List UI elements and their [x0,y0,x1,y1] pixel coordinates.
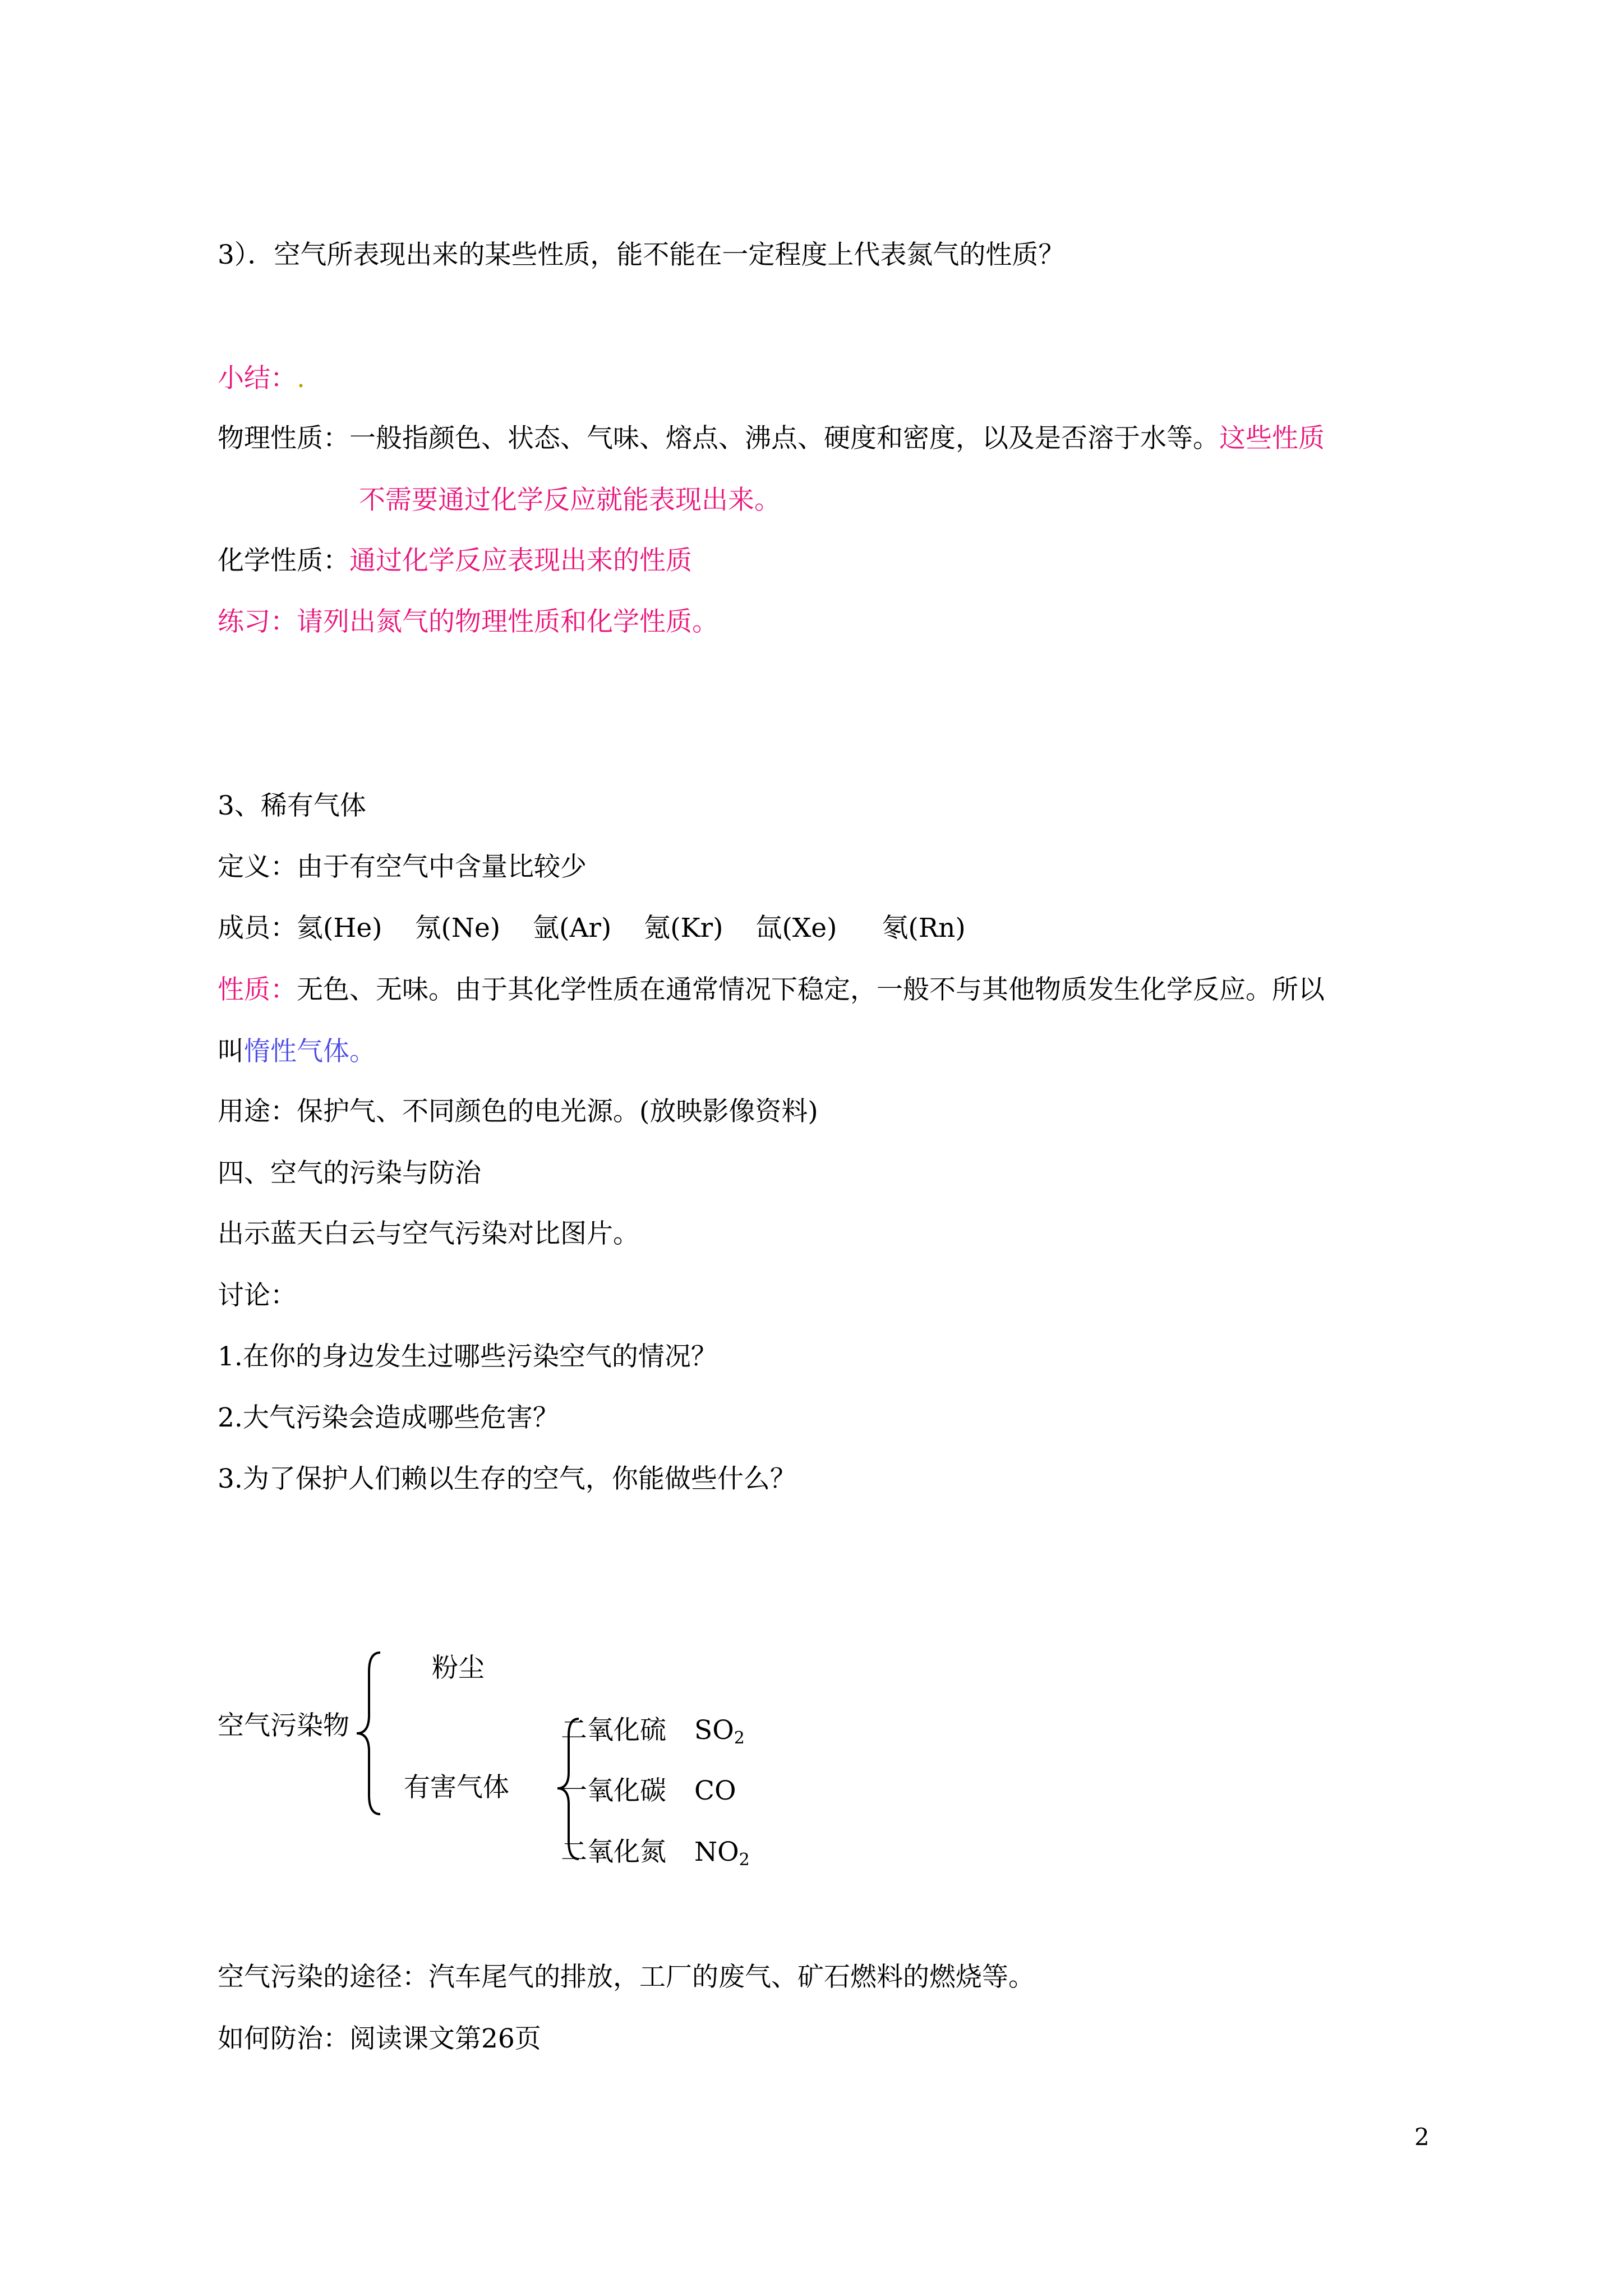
so2-prefix: 二 [561,1715,587,1746]
no2-subscript: 2 [739,1850,750,1870]
rare-gas-property-cont [218,1035,376,1069]
property-text: 无色、无味。由于其化学性质在通常情况下稳定，一般不与其他物质发生化学反应。所以 [297,974,1325,1005]
rare-gas-property [218,973,1325,1007]
physical-text: 一般指颜色、状态、气味、熔点、沸点、硬度和密度，以及是否溶于水等。 [349,423,1219,454]
member-he: 氦(He) [297,913,382,944]
summary-dot: . [297,363,305,394]
co-item [561,1774,736,1808]
no2-item [561,1835,750,1877]
member-rn: 氡(Rn) [882,913,966,944]
rare-gas-definition: 定义：由于有空气中含量比较少 [218,852,587,882]
member-xe: 氙(Xe) [755,913,837,944]
property-label: 性质： [218,974,297,1005]
co-prefix: 一 [561,1775,587,1806]
summary-label: 小结： [218,363,297,394]
physical-property [218,422,1325,455]
left-brace [353,1649,387,1818]
chemical-label: 化学性质： [218,545,349,576]
page-number: 2 [1414,2123,1430,2151]
no2-prefix: 二 [561,1837,587,1867]
physical-label: 物理性质： [218,423,349,454]
property-text-2: 叫 [218,1036,244,1067]
prevention: 如何防治：阅读课文第26页 [218,2023,541,2054]
discussion-question-3: 3.为了保护人们赖以生存的空气，你能做些什么？ [218,1464,796,1494]
inert-gas: 惰性气体。 [244,1036,376,1067]
no2-name: 氧化氮 [587,1837,666,1867]
physical-red-2: 不需要通过化学反应就能表现出来。 [359,485,781,516]
so2-subscript: 2 [734,1728,745,1748]
summary-heading [218,362,305,395]
pollution-heading: 四、空气的污染与防治 [218,1158,481,1189]
exercise: 练习：请列出氮气的物理性质和化学性质。 [218,606,718,637]
no2-formula: NO [694,1837,739,1867]
co-formula: CO [694,1775,736,1806]
question-3: 3）．空气所表现出来的某些性质，能不能在一定程度上代表氮气的性质？ [218,240,1065,270]
member-kr: 氪(Kr) [644,913,723,944]
rare-gas-heading: 3、稀有气体 [218,790,366,821]
member-ar: 氩(Ar) [533,913,612,944]
discussion-question-2: 2.大气污染会造成哪些危害？ [218,1402,559,1433]
pollution-show: 出示蓝天白云与空气污染对比图片。 [218,1218,639,1249]
rare-gas-use: 用途：保护气、不同颜色的电光源。(放映影像资料) [218,1096,818,1127]
members-label: 成员： [218,913,297,944]
so2-item [561,1714,745,1755]
so2-formula: SO [694,1715,734,1746]
pollutant-root: 空气污染物 [218,1710,349,1741]
discussion-label: 讨论： [218,1280,297,1311]
discussion-question-1: 1.在你的身边发生过哪些污染空气的情况？ [218,1341,717,1372]
co-name: 氧化碳 [587,1775,666,1806]
chemical-text: 通过化学反应表现出来的性质 [349,545,692,576]
rare-gas-members [218,912,966,945]
physical-red-1: 这些性质 [1219,423,1325,454]
dust: 粉尘 [432,1653,485,1683]
harmful-gas: 有害气体 [404,1772,509,1803]
chemical-property [218,544,692,578]
so2-name: 氧化硫 [587,1715,666,1746]
member-ne: 氖(Ne) [414,913,501,944]
pollution-sources: 空气污染的途径：汽车尾气的排放，工厂的废气、矿石燃料的燃烧等。 [218,1962,1035,1993]
